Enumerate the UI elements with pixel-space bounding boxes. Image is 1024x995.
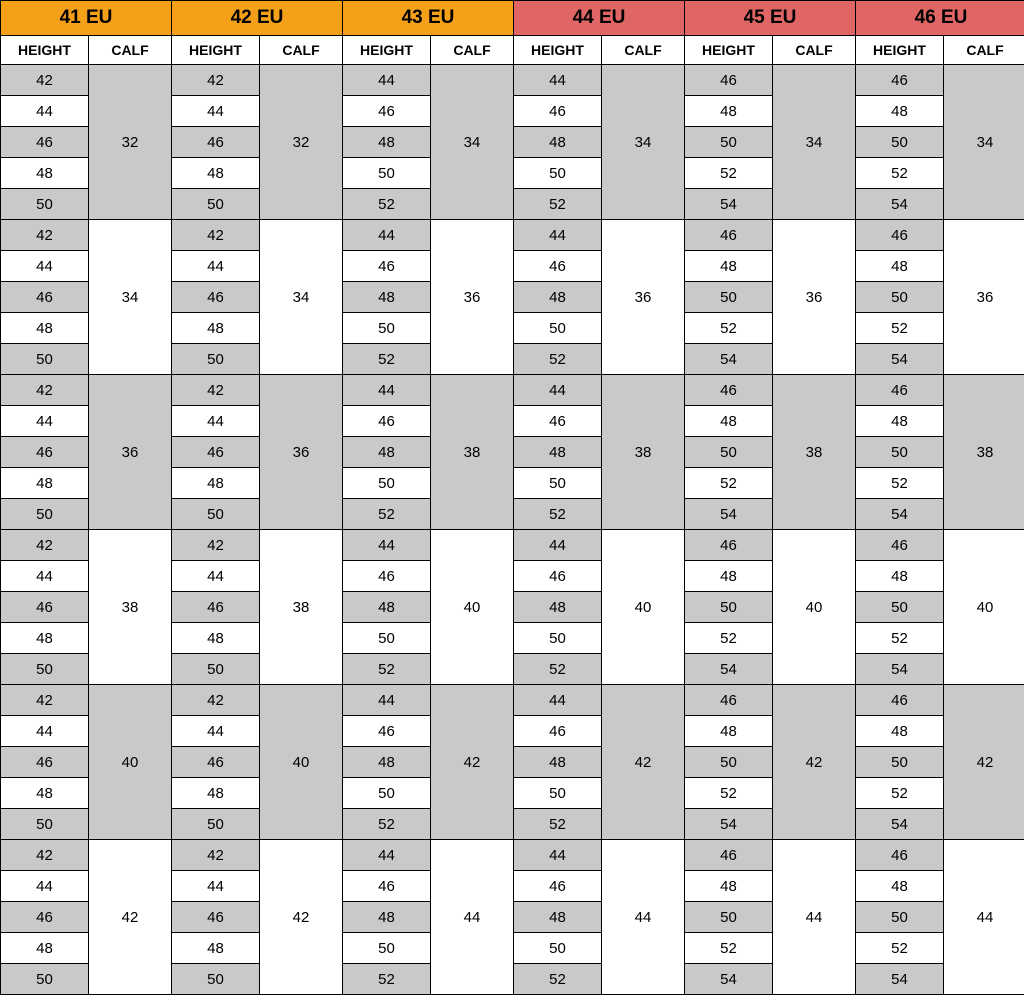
height-value-cell: 48 [1,623,89,654]
height-value-cell: 50 [514,468,602,499]
height-value-cell: 46 [856,220,944,251]
height-value-cell: 46 [1,282,89,313]
calf-value-cell: 42 [89,840,172,995]
height-value-cell: 52 [685,933,773,964]
table-row [1,65,1024,96]
height-value-cell: 42 [172,685,260,716]
height-value-cell: 48 [685,406,773,437]
calf-value-cell: 42 [431,685,514,840]
height-value-cell: 46 [172,747,260,778]
height-value-cell: 42 [1,220,89,251]
height-value-cell: 54 [856,344,944,375]
height-value-cell: 50 [685,282,773,313]
height-value-cell: 44 [172,406,260,437]
height-value-cell: 44 [343,840,431,871]
height-value-cell: 46 [856,65,944,96]
height-value-cell: 54 [685,964,773,995]
height-value-cell: 48 [343,902,431,933]
height-value-cell: 50 [343,313,431,344]
height-value-cell: 50 [514,778,602,809]
calf-value-cell: 44 [944,840,1024,995]
calf-column-header: CALF [773,36,856,65]
calf-value-cell: 44 [602,840,685,995]
height-value-cell: 48 [856,406,944,437]
height-value-cell: 50 [856,127,944,158]
height-value-cell: 52 [514,189,602,220]
height-value-cell: 54 [685,654,773,685]
height-value-cell: 48 [1,158,89,189]
height-value-cell: 42 [1,65,89,96]
height-value-cell: 42 [172,220,260,251]
calf-value-cell: 36 [944,220,1024,375]
height-value-cell: 50 [1,189,89,220]
height-value-cell: 42 [172,530,260,561]
measurement-header-row [1,36,1024,65]
table-body [1,65,1024,995]
height-value-cell: 48 [1,933,89,964]
calf-value-cell: 38 [602,375,685,530]
height-value-cell: 46 [343,251,431,282]
eu-size-header-43: 43 EU [343,1,514,36]
table-row [1,375,1024,406]
calf-value-cell: 32 [260,65,343,220]
height-value-cell: 46 [1,902,89,933]
height-column-header: HEIGHT [343,36,431,65]
calf-value-cell: 42 [602,685,685,840]
height-value-cell: 44 [1,561,89,592]
calf-value-cell: 42 [260,840,343,995]
height-value-cell: 42 [1,685,89,716]
height-value-cell: 50 [514,623,602,654]
height-value-cell: 42 [1,530,89,561]
calf-value-cell: 34 [773,65,856,220]
height-value-cell: 50 [1,499,89,530]
calf-value-cell: 40 [431,530,514,685]
height-value-cell: 44 [343,65,431,96]
height-value-cell: 46 [172,127,260,158]
height-value-cell: 46 [343,871,431,902]
height-value-cell: 50 [685,127,773,158]
height-value-cell: 44 [514,685,602,716]
calf-value-cell: 40 [602,530,685,685]
height-value-cell: 48 [856,251,944,282]
height-value-cell: 52 [685,158,773,189]
height-value-cell: 50 [685,747,773,778]
height-value-cell: 52 [514,654,602,685]
calf-value-cell: 42 [773,685,856,840]
height-value-cell: 50 [514,313,602,344]
calf-value-cell: 40 [260,685,343,840]
calf-value-cell: 38 [260,530,343,685]
height-value-cell: 50 [856,747,944,778]
height-value-cell: 48 [172,313,260,344]
height-value-cell: 48 [343,437,431,468]
calf-value-cell: 34 [431,65,514,220]
height-value-cell: 52 [343,189,431,220]
height-value-cell: 46 [514,96,602,127]
height-value-cell: 52 [685,778,773,809]
height-value-cell: 50 [172,344,260,375]
height-value-cell: 50 [172,809,260,840]
height-value-cell: 44 [514,65,602,96]
height-value-cell: 42 [1,840,89,871]
height-value-cell: 48 [685,96,773,127]
height-value-cell: 46 [172,282,260,313]
calf-value-cell: 34 [602,65,685,220]
height-value-cell: 46 [514,251,602,282]
calf-value-cell: 36 [260,375,343,530]
height-value-cell: 44 [172,871,260,902]
height-value-cell: 50 [685,902,773,933]
height-value-cell: 54 [856,809,944,840]
height-column-header: HEIGHT [1,36,89,65]
height-value-cell: 50 [1,344,89,375]
height-value-cell: 44 [343,530,431,561]
calf-column-header: CALF [602,36,685,65]
height-value-cell: 48 [172,778,260,809]
height-value-cell: 52 [856,623,944,654]
calf-value-cell: 36 [89,375,172,530]
height-value-cell: 52 [514,499,602,530]
height-value-cell: 50 [514,158,602,189]
height-value-cell: 46 [856,375,944,406]
height-value-cell: 52 [343,964,431,995]
calf-column-header: CALF [260,36,343,65]
eu-size-header-45: 45 EU [685,1,856,36]
height-value-cell: 44 [343,685,431,716]
height-value-cell: 44 [514,220,602,251]
height-value-cell: 44 [514,840,602,871]
height-value-cell: 48 [172,933,260,964]
eu-size-header-42: 42 EU [172,1,343,36]
calf-value-cell: 42 [944,685,1024,840]
height-value-cell: 48 [685,716,773,747]
height-value-cell: 52 [685,313,773,344]
calf-value-cell: 34 [944,65,1024,220]
height-value-cell: 46 [1,592,89,623]
eu-size-header-44: 44 EU [514,1,685,36]
height-value-cell: 44 [172,716,260,747]
table-row [1,530,1024,561]
height-value-cell: 48 [343,747,431,778]
height-value-cell: 50 [856,437,944,468]
calf-value-cell: 44 [431,840,514,995]
height-value-cell: 48 [685,251,773,282]
height-value-cell: 52 [514,809,602,840]
height-value-cell: 44 [1,251,89,282]
height-value-cell: 52 [514,344,602,375]
height-value-cell: 44 [343,375,431,406]
height-value-cell: 48 [514,747,602,778]
height-value-cell: 46 [172,902,260,933]
height-value-cell: 46 [343,406,431,437]
height-value-cell: 54 [856,964,944,995]
height-value-cell: 46 [685,220,773,251]
height-value-cell: 46 [856,685,944,716]
height-value-cell: 46 [343,561,431,592]
height-value-cell: 50 [685,592,773,623]
height-column-header: HEIGHT [514,36,602,65]
height-value-cell: 44 [1,716,89,747]
height-value-cell: 48 [856,561,944,592]
height-value-cell: 48 [172,623,260,654]
height-value-cell: 54 [856,189,944,220]
height-value-cell: 46 [685,530,773,561]
calf-value-cell: 34 [260,220,343,375]
calf-value-cell: 44 [773,840,856,995]
height-value-cell: 54 [685,344,773,375]
height-value-cell: 46 [1,437,89,468]
height-value-cell: 50 [1,654,89,685]
height-value-cell: 48 [514,592,602,623]
height-value-cell: 44 [1,96,89,127]
calf-column-header: CALF [89,36,172,65]
calf-value-cell: 38 [89,530,172,685]
height-value-cell: 46 [514,871,602,902]
height-value-cell: 44 [514,375,602,406]
height-value-cell: 44 [1,406,89,437]
height-value-cell: 50 [856,592,944,623]
height-value-cell: 48 [685,561,773,592]
height-value-cell: 46 [685,685,773,716]
table-row [1,685,1024,716]
calf-value-cell: 36 [602,220,685,375]
height-value-cell: 50 [343,468,431,499]
height-value-cell: 50 [343,933,431,964]
height-value-cell: 46 [685,65,773,96]
height-value-cell: 42 [172,375,260,406]
height-value-cell: 52 [685,468,773,499]
height-value-cell: 52 [856,313,944,344]
height-value-cell: 48 [1,468,89,499]
height-value-cell: 44 [343,220,431,251]
height-value-cell: 50 [856,902,944,933]
height-value-cell: 48 [856,716,944,747]
height-value-cell: 48 [343,127,431,158]
height-value-cell: 46 [172,592,260,623]
height-value-cell: 52 [343,809,431,840]
height-value-cell: 50 [514,933,602,964]
eu-size-header-41: 41 EU [1,1,172,36]
eu-size-header-row [1,1,1024,36]
height-value-cell: 42 [1,375,89,406]
eu-size-header-46: 46 EU [856,1,1024,36]
calf-value-cell: 38 [773,375,856,530]
calf-value-cell: 36 [773,220,856,375]
height-value-cell: 46 [685,375,773,406]
calf-value-cell: 34 [89,220,172,375]
height-value-cell: 52 [856,468,944,499]
height-value-cell: 50 [172,499,260,530]
height-value-cell: 50 [172,964,260,995]
height-value-cell: 48 [856,871,944,902]
height-value-cell: 50 [343,623,431,654]
height-value-cell: 52 [514,964,602,995]
height-value-cell: 52 [685,623,773,654]
height-value-cell: 46 [856,530,944,561]
height-value-cell: 46 [514,716,602,747]
height-value-cell: 44 [172,96,260,127]
height-value-cell: 44 [514,530,602,561]
height-value-cell: 46 [343,716,431,747]
height-value-cell: 48 [514,282,602,313]
height-value-cell: 42 [172,65,260,96]
calf-value-cell: 32 [89,65,172,220]
height-value-cell: 42 [172,840,260,871]
table-header [1,1,1024,65]
height-value-cell: 50 [343,158,431,189]
height-value-cell: 44 [172,251,260,282]
height-value-cell: 46 [1,747,89,778]
table-row [1,840,1024,871]
height-value-cell: 54 [685,809,773,840]
height-column-header: HEIGHT [172,36,260,65]
height-column-header: HEIGHT [856,36,944,65]
height-value-cell: 50 [172,654,260,685]
height-value-cell: 48 [685,871,773,902]
height-value-cell: 52 [343,344,431,375]
calf-value-cell: 40 [944,530,1024,685]
height-value-cell: 46 [514,406,602,437]
height-value-cell: 48 [343,592,431,623]
height-value-cell: 50 [685,437,773,468]
height-value-cell: 50 [856,282,944,313]
height-value-cell: 50 [1,809,89,840]
height-value-cell: 54 [685,189,773,220]
height-value-cell: 50 [172,189,260,220]
calf-value-cell: 38 [944,375,1024,530]
height-value-cell: 48 [514,437,602,468]
height-value-cell: 48 [514,127,602,158]
height-value-cell: 52 [343,654,431,685]
calf-value-cell: 38 [431,375,514,530]
height-value-cell: 48 [172,468,260,499]
height-value-cell: 46 [685,840,773,871]
height-value-cell: 48 [514,902,602,933]
height-value-cell: 44 [172,561,260,592]
height-value-cell: 54 [685,499,773,530]
height-value-cell: 50 [1,964,89,995]
height-value-cell: 48 [1,778,89,809]
height-value-cell: 46 [172,437,260,468]
height-value-cell: 52 [856,778,944,809]
height-value-cell: 52 [856,158,944,189]
calf-column-header: CALF [431,36,514,65]
height-value-cell: 48 [856,96,944,127]
height-value-cell: 48 [1,313,89,344]
height-value-cell: 50 [343,778,431,809]
height-value-cell: 48 [343,282,431,313]
height-value-cell: 44 [1,871,89,902]
calf-column-header: CALF [944,36,1024,65]
height-value-cell: 46 [343,96,431,127]
height-value-cell: 54 [856,654,944,685]
calf-value-cell: 40 [89,685,172,840]
height-value-cell: 46 [1,127,89,158]
height-value-cell: 52 [343,499,431,530]
height-value-cell: 48 [172,158,260,189]
height-value-cell: 54 [856,499,944,530]
height-value-cell: 46 [514,561,602,592]
calf-value-cell: 40 [773,530,856,685]
height-value-cell: 52 [856,933,944,964]
calf-value-cell: 36 [431,220,514,375]
height-column-header: HEIGHT [685,36,773,65]
table-row [1,220,1024,251]
height-value-cell: 46 [856,840,944,871]
